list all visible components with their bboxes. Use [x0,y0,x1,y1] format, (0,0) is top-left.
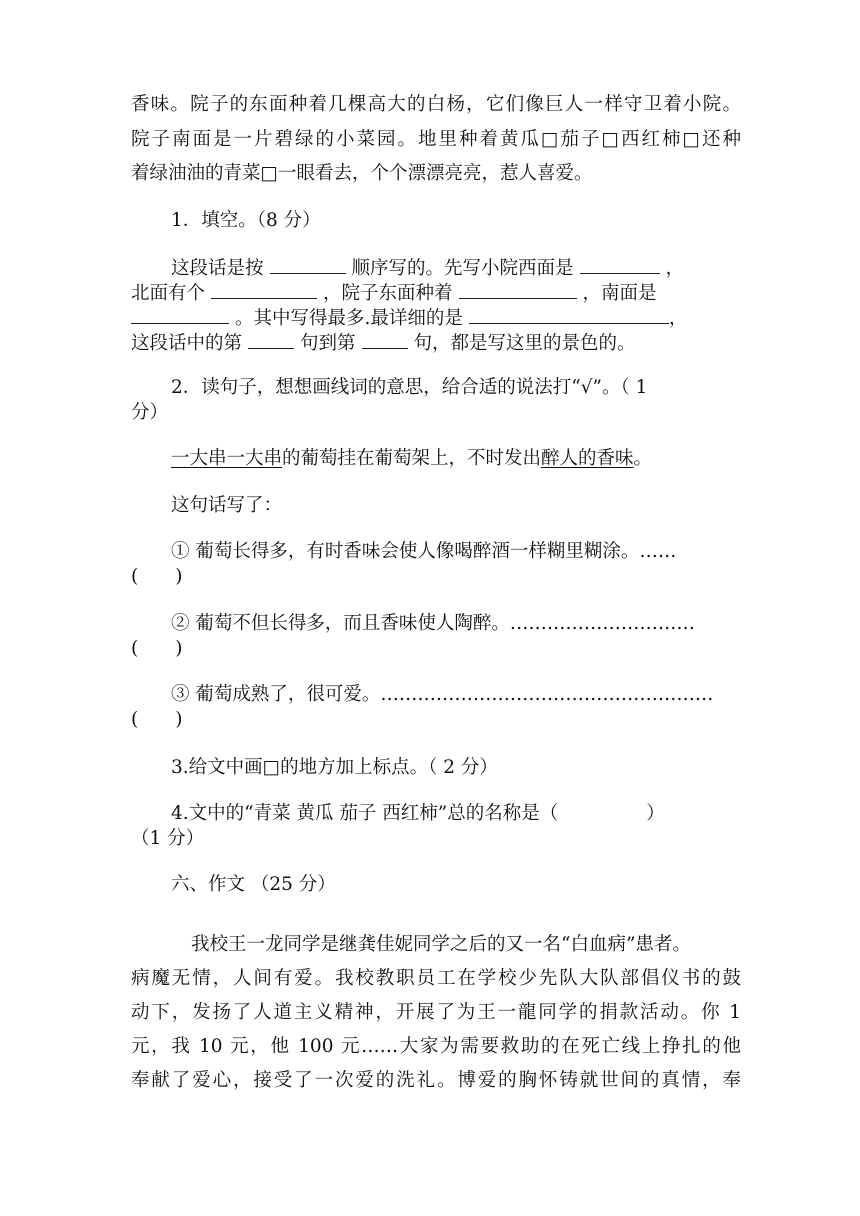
option-3: ③ 葡萄成熟了，很可爱。……………………………………………… [171,684,714,705]
section-6-title: 六、作文 （25 分） [171,874,336,895]
question-1-title: 1．填空。（8 分） [171,210,321,231]
fill-blank[interactable] [131,308,229,324]
q4-text: 4.文中的“青菜 黄瓜 茄子 西红柿”总的名称是（ [171,803,559,824]
option-2-paren[interactable]: ( ) [131,638,183,659]
q1-line [131,283,741,304]
fill-blank[interactable] [270,258,346,274]
q4-text: ） [646,803,665,824]
option-2: ② 葡萄不但长得多，而且香味使人陶醉。………………………… [171,613,695,634]
q1-text: ， [668,308,688,329]
q1-text: ， [665,258,685,279]
underlined-phrase: 醉人的香味 [541,448,634,469]
option-3-paren[interactable]: ( ) [131,709,183,730]
q1-text: ，院子东面种着 [323,283,453,304]
question-2-title-cont: 分） [131,402,169,423]
option-1-paren[interactable]: ( ) [131,566,183,587]
essay-line: 我校王一龙同学是继龚佳妮同学之后的又一名“白血病”患者。 [191,934,691,955]
essay-line: 动下，发扬了人道主义精神，开展了为王一龍同学的捐款活动。你 1 [131,1002,741,1023]
essay-line: 奉献了爱心，接受了一次爱的洗礼。博爱的胸怀铸就世间的真情，奉 [131,1070,741,1091]
q1-line [131,308,741,329]
q1-text: 这段话是按 [171,258,264,279]
q1-text: 北面有个 [131,283,206,304]
fill-blank[interactable] [211,283,317,299]
passage-line: 香味。院子的东面种着几棵高大的白杨，它们像巨人一样守卫着小院。 [131,94,741,115]
q1-line [131,333,741,354]
passage-line: 院子南面是一片碧绿的小菜园。地里种着黄瓜□茄子□西红柿□还种 [131,129,741,150]
underlined-phrase: 一大串一大串 [171,448,283,469]
q2-prompt: 这句话写了： [171,495,283,516]
q1-text: 句到第 [300,333,356,354]
q1-line [171,258,741,279]
fill-blank[interactable] [362,333,408,349]
question-4-cont: （1 分） [131,828,205,849]
fill-blank[interactable] [459,283,577,299]
q1-text: ，南面是 [582,283,657,304]
q2-sentence [171,450,741,469]
q1-text: 。其中写得最多.最详细的是 [235,308,463,329]
q1-text: 句，都是写这里的景色的。 [413,333,636,354]
option-1: ① 葡萄长得多，有时香味会使人像喝醉酒一样糊里糊涂。…… [171,541,677,562]
sentence-text: 的葡萄挂在葡萄架上，不时发出 [282,448,542,469]
question-4 [171,805,741,824]
essay-line: 元，我 10 元，他 100 元……大家为需要救助的在死亡线上挣扎的他 [131,1036,741,1057]
sentence-text: 。 [633,448,653,469]
fill-blank[interactable] [248,333,294,349]
q1-text: 顺序写的。先写小院西面是 [351,258,574,279]
q1-text: 这段话中的第 [131,333,243,354]
question-3: 3.给文中画□的地方加上标点。（ 2 分） [171,757,498,778]
fill-blank[interactable] [580,258,660,274]
question-2-title: 2．读句子，想想画线词的意思，给合适的说法打“√”。（ 1 [171,377,648,398]
passage-line: 着绿油油的青菜□一眼看去，个个漂漂亮亮，惹人喜爱。 [131,163,593,184]
essay-line: 病魔无情，人间有爱。我校教职员工在学校少先队大队部倡仪书的鼓 [131,968,741,989]
fill-blank[interactable] [469,308,669,324]
